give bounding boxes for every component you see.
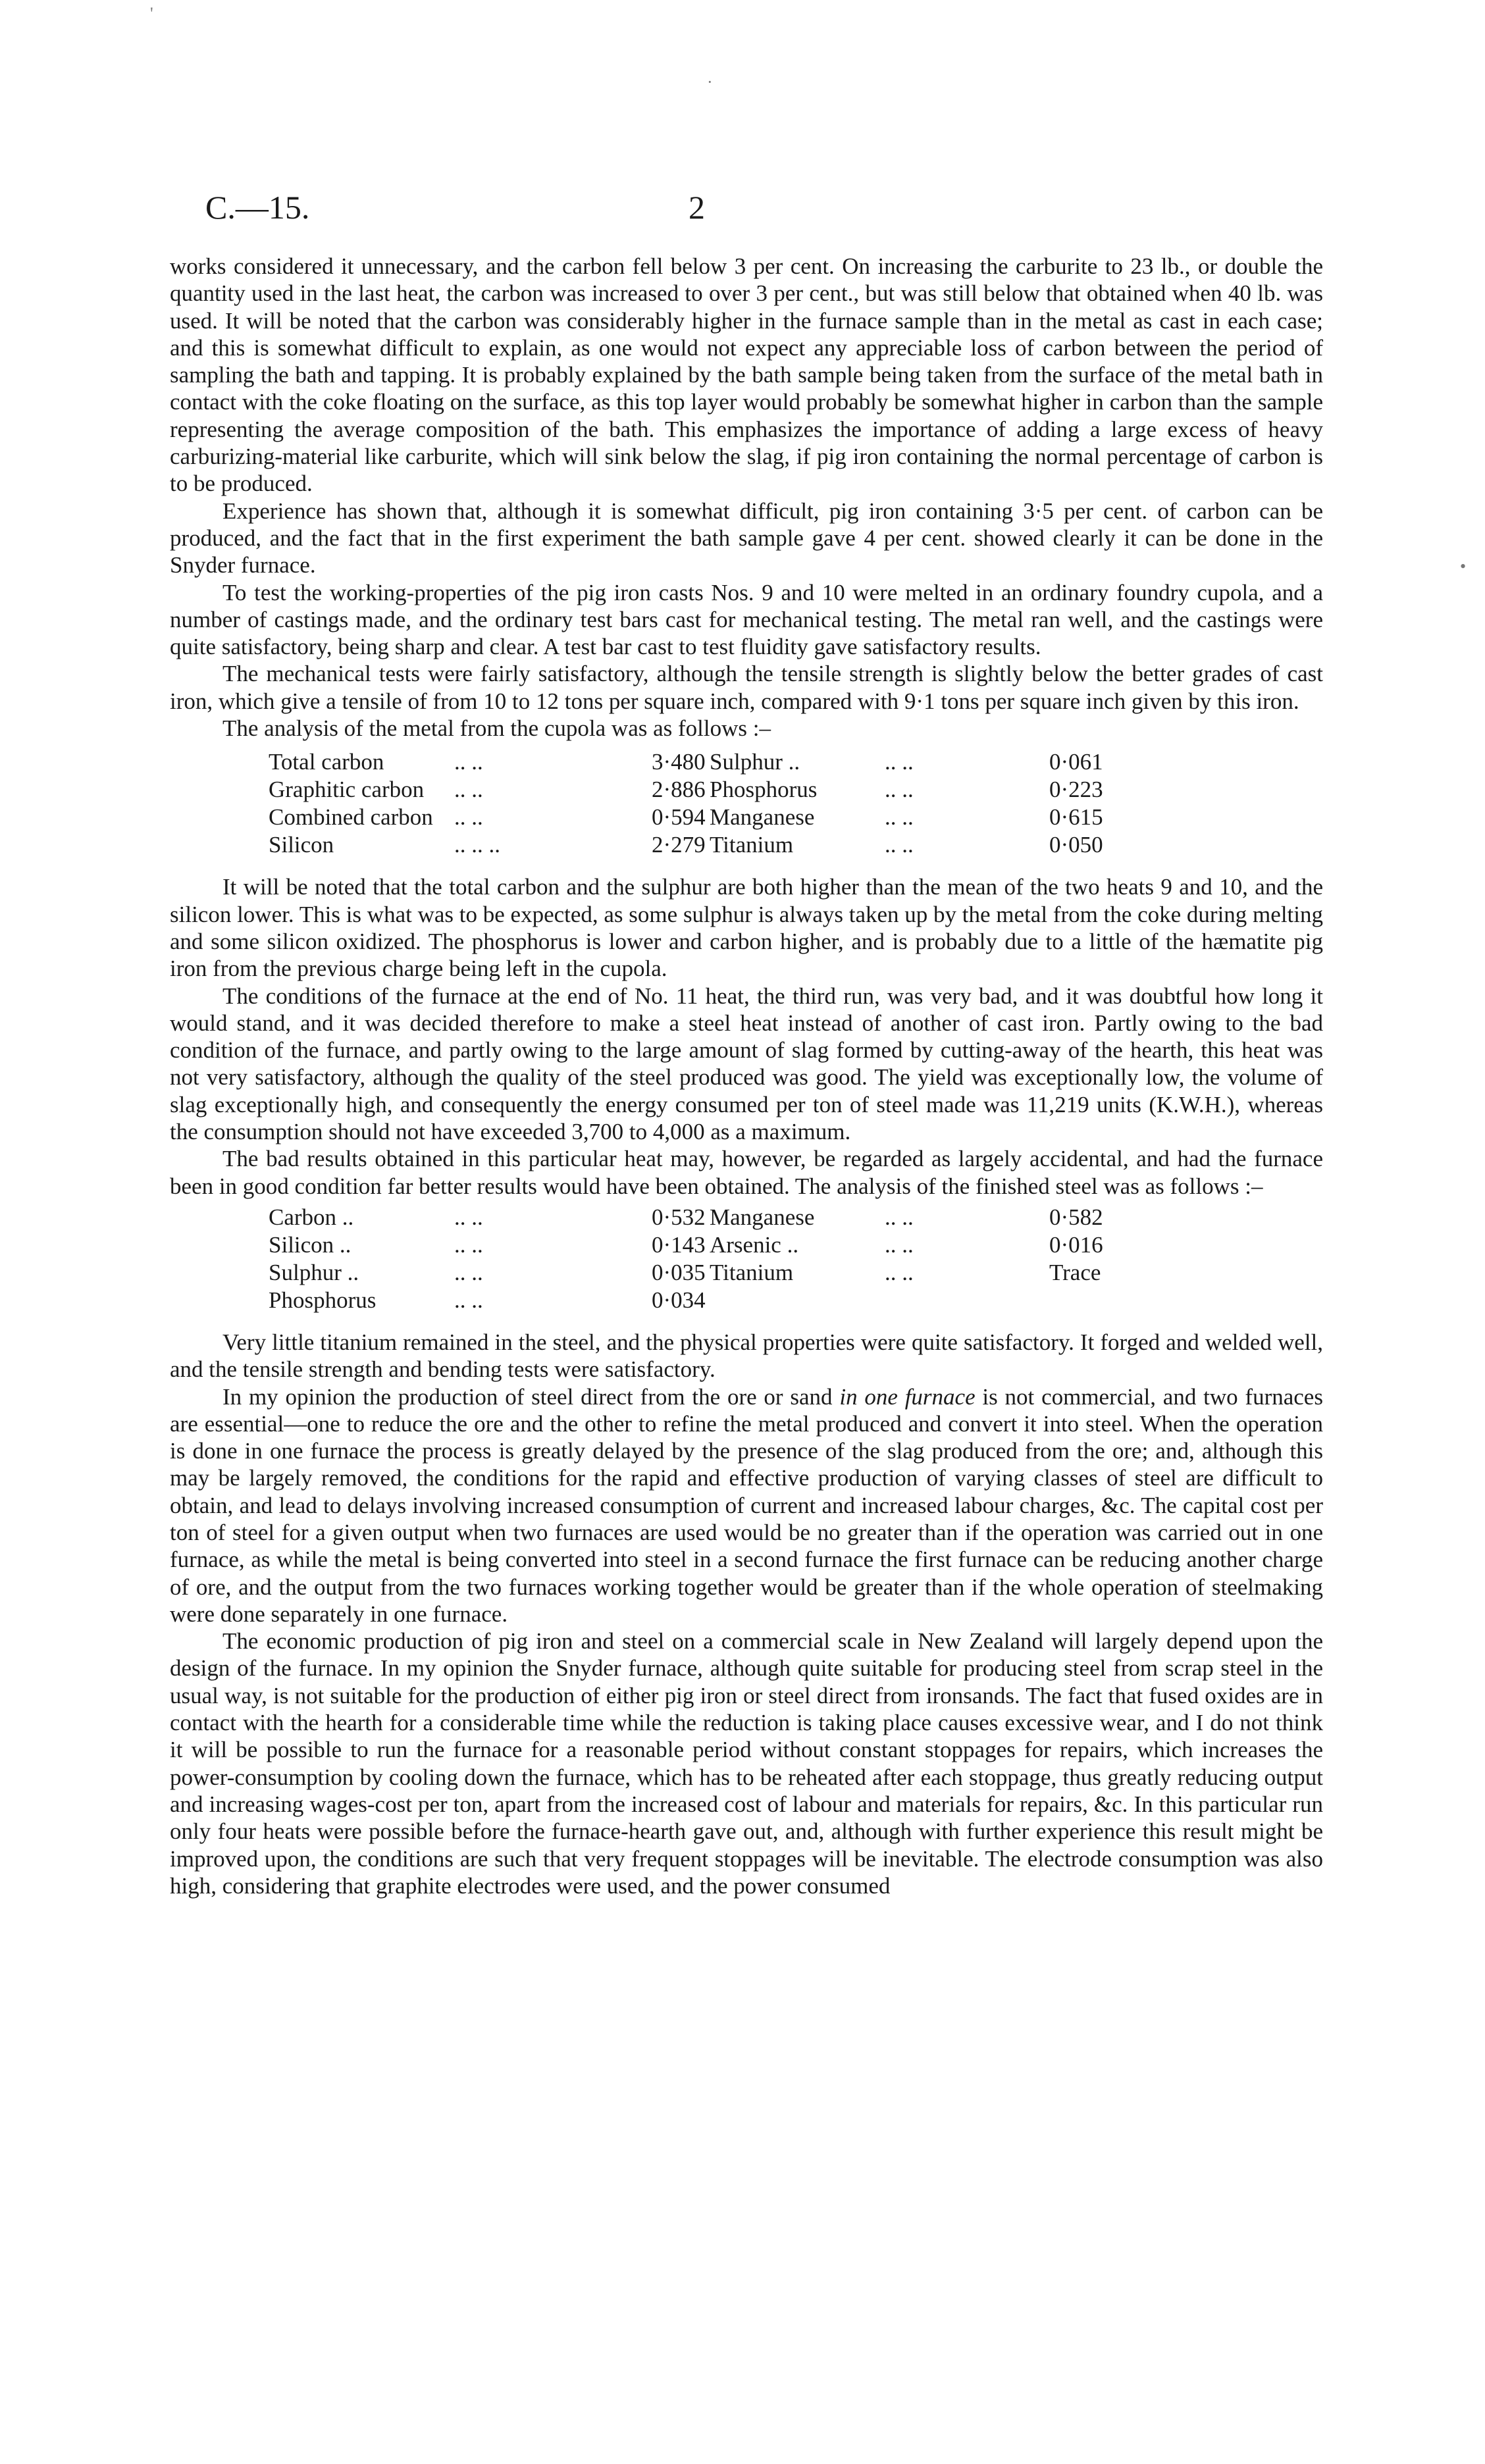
analysis-value: 0·016: [1049, 1231, 1103, 1258]
page-number: 2: [689, 189, 705, 226]
analysis-value: 0·050: [1049, 832, 1103, 858]
analysis-label: Sulphur ..: [710, 749, 800, 775]
emphasis-text: in one furnace: [839, 1383, 976, 1410]
analysis-label: Silicon ..: [269, 1231, 352, 1258]
dot-leader: .. ..: [454, 1259, 483, 1285]
analysis-value: 0·532: [652, 1204, 706, 1230]
analysis-label: Carbon ..: [269, 1204, 354, 1230]
dot-leader: .. ..: [885, 1259, 914, 1285]
analysis-value: 0·594: [652, 804, 706, 831]
analysis-label: Arsenic ..: [710, 1231, 799, 1258]
analysis-value: 0·034: [652, 1287, 706, 1313]
cupola-analysis-table: [269, 748, 1323, 859]
paragraph: The bad results obtained in this particular heat may, however, be regarded as largely accidental, and had the furnace been in good condition far better results would have been obtained. The analysis of the finished steel was as follows :–: [170, 1146, 1323, 1199]
analysis-label: Total carbon: [269, 749, 384, 775]
dot-leader: .. ..: [454, 777, 483, 803]
analysis-value: 0·615: [1049, 804, 1103, 831]
analysis-label: Combined carbon: [269, 804, 433, 831]
analysis-label: Titanium: [710, 832, 794, 858]
analysis-label: Phosphorus: [269, 1287, 377, 1313]
analysis-value: 0·143: [652, 1231, 706, 1258]
scan-speck: ': [150, 4, 153, 23]
paragraph: [170, 1383, 1323, 1628]
dot-leader: .. .. ..: [454, 832, 500, 858]
scan-speck: ·: [707, 72, 713, 91]
analysis-value: 0·035: [652, 1259, 706, 1285]
scan-speck: •: [1460, 557, 1467, 576]
dot-leader: .. ..: [885, 832, 914, 858]
analysis-value: 0·223: [1049, 777, 1103, 803]
analysis-label: Manganese: [710, 1204, 815, 1230]
document-reference: C.—15.: [205, 189, 310, 226]
analysis-label: Manganese: [710, 804, 815, 831]
paragraph: works considered it unnecessary, and the carbon fell below 3 per cent. On increasing the carburite to 23 lb., or double the quantity used in the last heat, the carbon was increased to over 3 per cent., but was still below that obtained when 40 lb. was used. It will be noted that the carbon was considerably higher in the furnace sample than in the metal as cast in each case; and this is somewhat difficult to explain, as one would not expect any appreciable loss of carbon between the period of sampling the bath and tapping. It is probably explained by the bath sample being taken from the surface of the metal bath in contact with the coke floating on the surface, as this top layer would probably be somewhat higher in carbon than the sample representing the average composition of the bath. This emphasizes the importance of adding a large excess of heavy carburizing-material like carburite, which will sink below the slag, if pig iron containing the normal percentage of carbon is to be produced.: [170, 253, 1323, 497]
dot-leader: .. ..: [454, 749, 483, 775]
paragraph: The mechanical tests were fairly satisfactory, although the tensile strength is slightly below the better grades of cast iron, which give a tensile of from 10 to 12 tons per square inch, compared with 9·1 tons per square inch given by this iron.: [170, 661, 1323, 714]
dot-leader: .. ..: [885, 1204, 914, 1230]
paragraph: The conditions of the furnace at the end of No. 11 heat, the third run, was very bad, and it was doubtful how long it would stand, and it was decided therefore to make a steel heat instead of another of cast iron. Partly owing to the bad condition of the furnace, and partly owing to the large amount of slag formed by cutting-away of the hearth, this heat was not very satisfactory, although the quality of the steel produced was good. The yield was exceptionally low, the volume of slag exceptionally high, and consequently the energy consumed per ton of steel made was 11,219 units (K.W.H.), whereas the consumption should not have exceeded 3,700 to 4,000 as a maximum.: [170, 983, 1323, 1145]
paragraph: The economic production of pig iron and steel on a commercial scale in New Zealand will largely depend upon the design of the furnace. In my opinion the Snyder furnace, although quite suitable for producing steel from scrap steel in the usual way, is not suitable for the production of either pig iron or steel direct from ironsands. The fact that fused oxides are in contact with the hearth for a considerable time while the reduction is taking place causes excessive wear, and I do not think it will be possible to run the furnace for a reasonable period without constant stoppages for repairs, which increases the power-consumption by cooling down the furnace, which has to be reheated after each stoppage, thus greatly reducing output and increasing wages-cost per ton, apart from the increased cost of labour and materials for repairs, &c. In this particular run only four heats were possible before the furnace-hearth gave out, and, although with further experience this result might be improved upon, the conditions are such that very frequent stoppages will be inevitable. The electrode consumption was also high, considering that graphite electrodes were used, and the power consumed: [170, 1628, 1323, 1899]
paragraph: Very little titanium remained in the steel, and the physical properties were quite satisfactory. It forged and welded well, and the tensile strength and bending tests were satisfactory.: [170, 1329, 1323, 1383]
page-header: [205, 188, 1324, 234]
analysis-label: Graphitic carbon: [269, 777, 425, 803]
dot-leader: .. ..: [454, 804, 483, 831]
dot-leader: .. ..: [885, 1231, 914, 1258]
paragraph-text: In my opinion the production of steel direct from the ore or sand: [222, 1383, 840, 1410]
dot-leader: [885, 1287, 1049, 1314]
dot-leader: .. ..: [454, 1287, 483, 1313]
analysis-value: 2·886: [652, 777, 706, 803]
analysis-label: Phosphorus: [710, 777, 818, 803]
dot-leader: .. ..: [885, 777, 914, 803]
dot-leader: .. ..: [885, 749, 914, 775]
paragraph: Experience has shown that, although it is somewhat difficult, pig iron containing 3·5 per cent. of carbon can be produced, and the fact that in the first experiment the bath sample gave 4 per cent. showed clearly it can be done in the Snyder furnace.: [170, 498, 1323, 578]
paragraph: To test the working-properties of the pig iron casts Nos. 9 and 10 were melted in an ordinary foundry cupola, and a number of castings made, and the ordinary test bars cast for mechanical testing. The metal ran well, and the castings were quite satisfactory, being sharp and clear. A test bar cast to test fluidity gave satisfactory results.: [170, 579, 1323, 660]
dot-leader: .. ..: [454, 1204, 483, 1230]
analysis-label: Silicon: [269, 832, 334, 858]
analysis-value: [1049, 1287, 1108, 1314]
analysis-value: 0·061: [1049, 749, 1103, 775]
analysis-value: 0·582: [1049, 1204, 1103, 1230]
paragraph-text: is not commercial, and two furnaces are essential—one to reduce the ore and the other to refine the metal produced and convert it into steel. When the operation is done in one furnace the process is greatly delayed by the presence of the slag produced from the ore; and, although this may be largely removed, the conditions for the rapid and effective production of varying classes of steel are difficult to obtain, and lead to delays involving increased consumption of current and increased labour charges, &c. The capital cost per ton of steel for a given output when two furnaces are used would be no greater than if the operation was carried out in one furnace, as while the metal is being converted into steel in a second furnace the first furnace can be reducing another charge of ore, and the output from the two furnaces working together would be greater than if the whole operation of steelmaking were done separately in one furnace.: [170, 1383, 1323, 1627]
analysis-label: [710, 1287, 885, 1314]
analysis-label: Sulphur ..: [269, 1259, 359, 1285]
dot-leader: .. ..: [885, 804, 914, 831]
analysis-value: 3·480: [652, 749, 706, 775]
paragraph: It will be noted that the total carbon and the sulphur are both higher than the mean of the two heats 9 and 10, and the silicon lower. This is what was to be expected, as some sulphur is always taken up by the metal from the coke during melting and some silicon oxidized. The phosphorus is lower and carbon higher, and is probably due to a little of the hæmatite pig iron from the previous charge being left in the cupola.: [170, 874, 1323, 982]
steel-analysis-table: [269, 1204, 1323, 1314]
analysis-value: 2·279: [652, 832, 706, 858]
analysis-label: Titanium: [710, 1259, 794, 1285]
dot-leader: .. ..: [454, 1231, 483, 1258]
cupola-analysis-intro: The analysis of the metal from the cupola was as follows :–: [222, 715, 771, 742]
document-body: [170, 253, 1323, 1899]
analysis-value: Trace: [1049, 1259, 1101, 1285]
